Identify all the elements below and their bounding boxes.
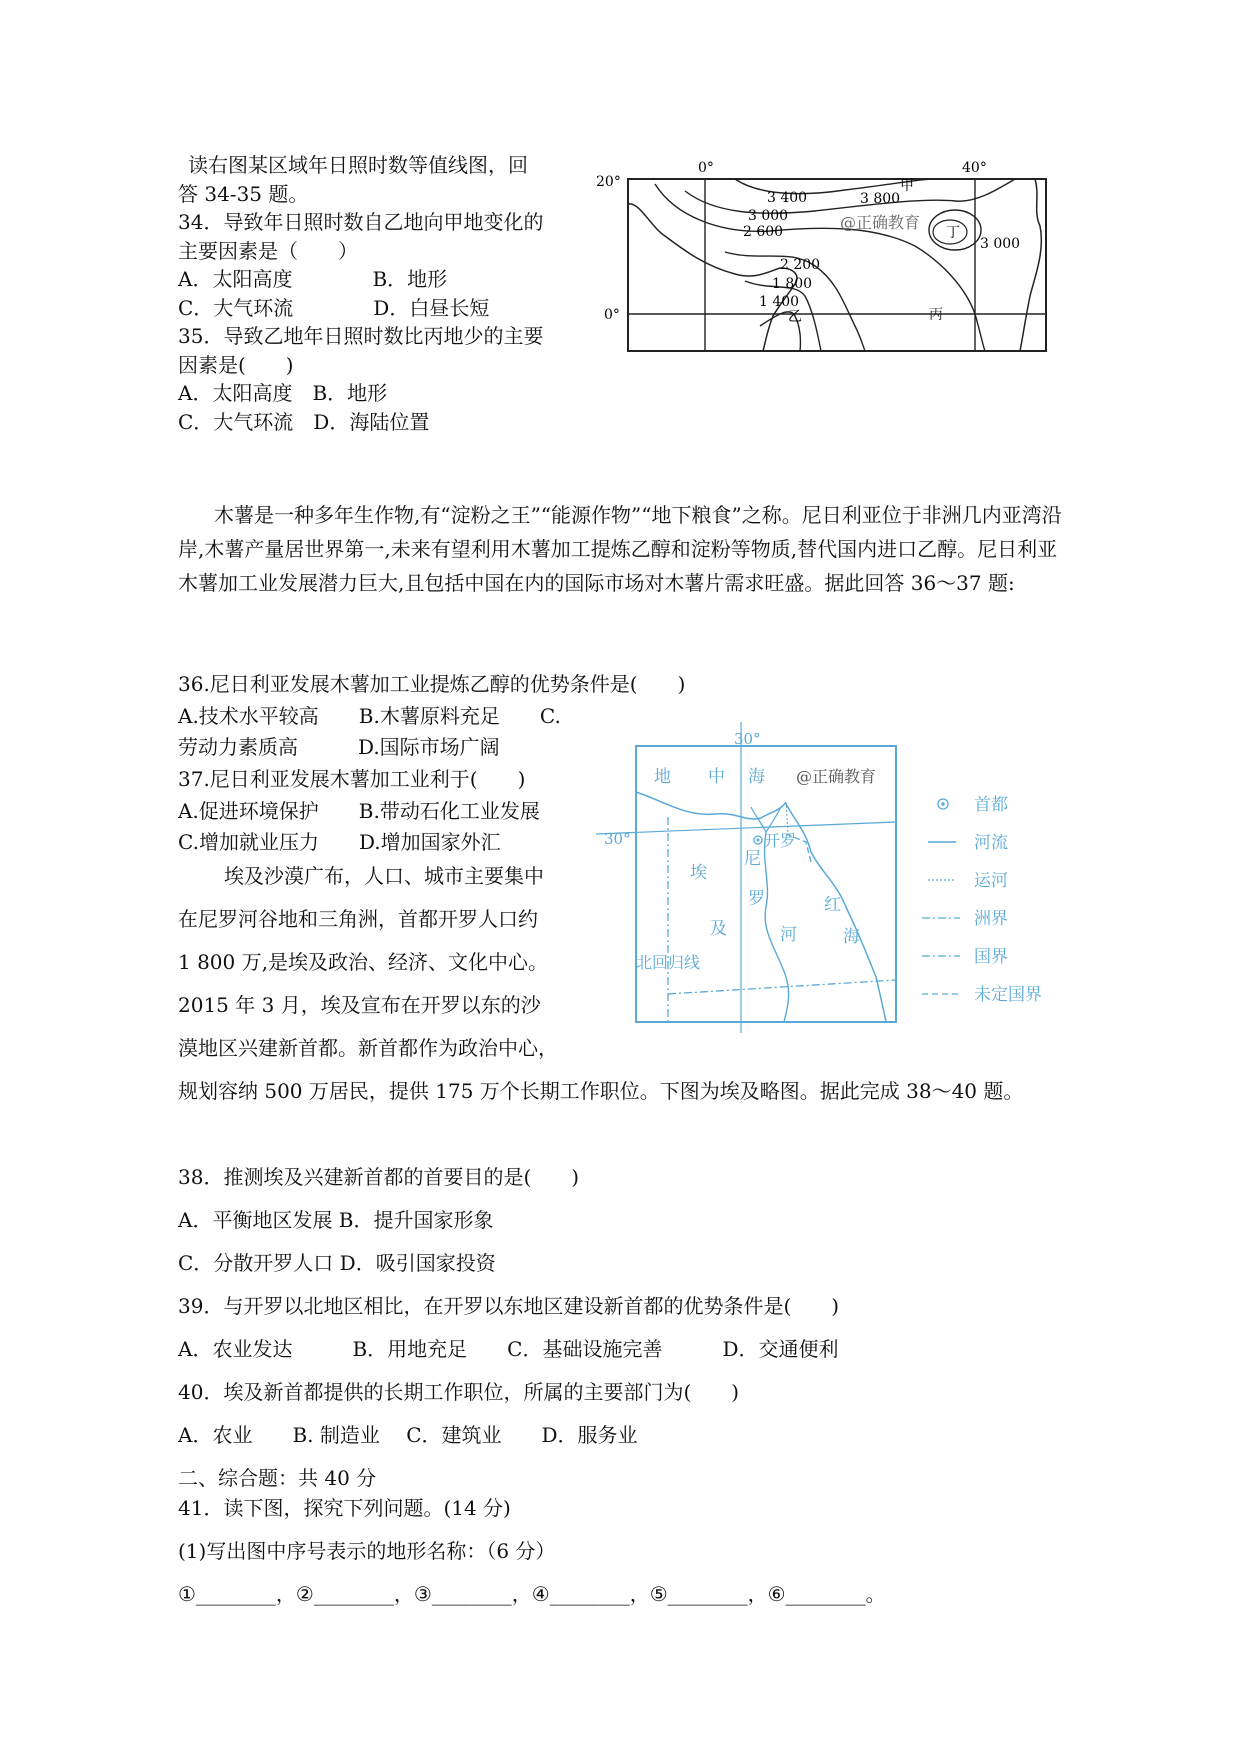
label-hai: 海 [748, 767, 765, 787]
label-hai2: 海 [843, 927, 860, 947]
q41-part1: (1)写出图中序号表示的地形名称：（6 分） [178, 1539, 556, 1563]
lon-40-label: 40° [962, 160, 987, 176]
q37-options-1: A.促进环境保护 B.带动石化工业发展 [178, 799, 540, 823]
q36-options-2: 劳动力素质高 D.国际市场广阔 [178, 735, 500, 759]
egypt-line-6: 规划容纳 500 万居民，提供 175 万个长期工作职位。下图为埃及略图。据此完成 38～40 题。 [178, 1079, 1024, 1103]
lat-30-label: 30° [604, 830, 631, 848]
label-hong: 红 [824, 895, 841, 915]
tropic-label: 北回归线 [636, 953, 701, 972]
place-yi: 乙 [788, 309, 802, 325]
q38-options-2: C．分散开罗人口 D．吸引国家投资 [178, 1251, 496, 1275]
label-ai: 埃 [690, 863, 707, 883]
legend-continent: 洲界 [974, 909, 1008, 929]
legend-capital: 首都 [974, 795, 1008, 815]
q35-options-1: A．太阳高度 B．地形 [178, 381, 388, 405]
q35-stem-1: 35．导致乙地年日照时数比丙地少的主要 [178, 324, 544, 348]
watermark-2: @正确教育 [796, 767, 877, 786]
q37-stem: 37.尼日利亚发展木薯加工业利于( ) [178, 767, 526, 791]
legend-undetermined: 未定国界 [974, 985, 1042, 1005]
contour-3000-east: 3 000 [980, 236, 1021, 252]
q34-stem-2: 主要因素是（ ） [178, 239, 358, 263]
egypt-line-2: 在尼罗河谷地和三角洲，首都开罗人口约 [178, 907, 538, 931]
q37-options-2: C.增加就业压力 D.增加国家外汇 [178, 830, 501, 854]
q35-options-2: C．大气环流 D．海陆位置 [178, 410, 430, 434]
contour-2200: 2 200 [780, 257, 821, 273]
label-ni: 尼 [744, 849, 761, 869]
q36-options-1: A.技术水平较高 B.木薯原料充足 C. [178, 704, 561, 728]
egypt-line-3: 1 800 万,是埃及政治、经济、文化中心。 [178, 950, 548, 974]
q39-stem: 39．与开罗以北地区相比，在开罗以东地区建设新首都的优势条件是( ) [178, 1294, 840, 1318]
legend-river: 河流 [974, 833, 1008, 853]
contour-3400: 3 400 [767, 190, 808, 206]
contour-1400: 1 400 [759, 294, 800, 310]
q39-options: A．农业发达 B．用地充足 C．基础设施完善 D．交通便利 [178, 1337, 839, 1361]
cassava-paragraph: 木薯是一种多年生作物,有“淀粉之王”“能源作物”“地下粮食”之称。尼日利亚位于非洲几内亚湾沿岸,木薯产量居世界第一,未来有望利用木薯加工提炼乙醇和淀粉等物质,替代国内进口乙醇。尼日利亚木薯加工业发展潜力巨大,且包括中国在内的国际市场对木薯片需求旺盛。据此回答 36～37 题: [178, 503, 1062, 595]
contour-3000: 3 000 [748, 208, 789, 224]
lat-20-label: 20° [596, 174, 621, 190]
intro-line-1: 读右图某区域年日照时数等值线图，回 [188, 153, 528, 177]
label-di: 地 [654, 767, 671, 787]
label-ji: 及 [710, 919, 727, 939]
contour-3800: 3 800 [860, 191, 901, 207]
place-ding: 丁 [946, 225, 960, 241]
egypt-sketch-map [596, 722, 1072, 1033]
q41-stem: 41．读下图，探究下列问题。(14 分) [178, 1496, 511, 1520]
intro-line-2: 答 34-35 题。 [178, 182, 309, 206]
egypt-line-4: 2015 年 3 月，埃及宣布在开罗以东的沙 [178, 993, 541, 1017]
lon-30-label: 30° [734, 730, 761, 748]
q35-stem-2: 因素是( ) [178, 353, 294, 377]
label-he: 河 [780, 925, 797, 945]
label-luo: 罗 [748, 889, 765, 909]
q40-stem: 40．埃及新首都提供的长期工作职位，所属的主要部门为( ) [178, 1380, 740, 1404]
q36-stem: 36.尼日利亚发展木薯加工业提炼乙醇的优势条件是( ) [178, 672, 686, 696]
sunshine-isoline-map [595, 156, 1063, 358]
q34-stem-1: 34．导致年日照时数自乙地向甲地变化的 [178, 210, 544, 234]
legend-border: 国界 [974, 947, 1008, 967]
egypt-line-1: 埃及沙漠广布，人口、城市主要集中 [224, 864, 544, 888]
q40-options: A．农业 B. 制造业 C．建筑业 D．服务业 [178, 1423, 638, 1447]
place-bing: 丙 [929, 307, 943, 323]
lon-0-label: 0° [698, 160, 714, 176]
q34-options-1: A．太阳高度 B．地形 [178, 267, 448, 291]
q41-blanks: ①________，②________，③________，④________，⑤________，⑥________。 [178, 1582, 886, 1606]
q34-options-2: C．大气环流 D．白昼长短 [178, 296, 490, 320]
legend-canal: 运河 [974, 871, 1008, 891]
lat-0-label: 0° [604, 307, 620, 323]
q38-options-1: A．平衡地区发展 B．提升国家形象 [178, 1208, 494, 1232]
cairo-label: 开罗 [764, 831, 797, 850]
place-jia: 甲 [900, 178, 914, 194]
contour-2600: 2 600 [743, 224, 784, 240]
q38-stem: 38．推测埃及兴建新首都的首要目的是( ) [178, 1165, 580, 1189]
section2-title: 二、综合题：共 40 分 [178, 1466, 377, 1490]
watermark-1: @正确教育 [840, 213, 921, 232]
label-zhong: 中 [708, 767, 725, 787]
egypt-line-5: 漠地区兴建新首都。新首都作为政治中心， [178, 1036, 558, 1060]
contour-1800: 1 800 [772, 276, 813, 292]
